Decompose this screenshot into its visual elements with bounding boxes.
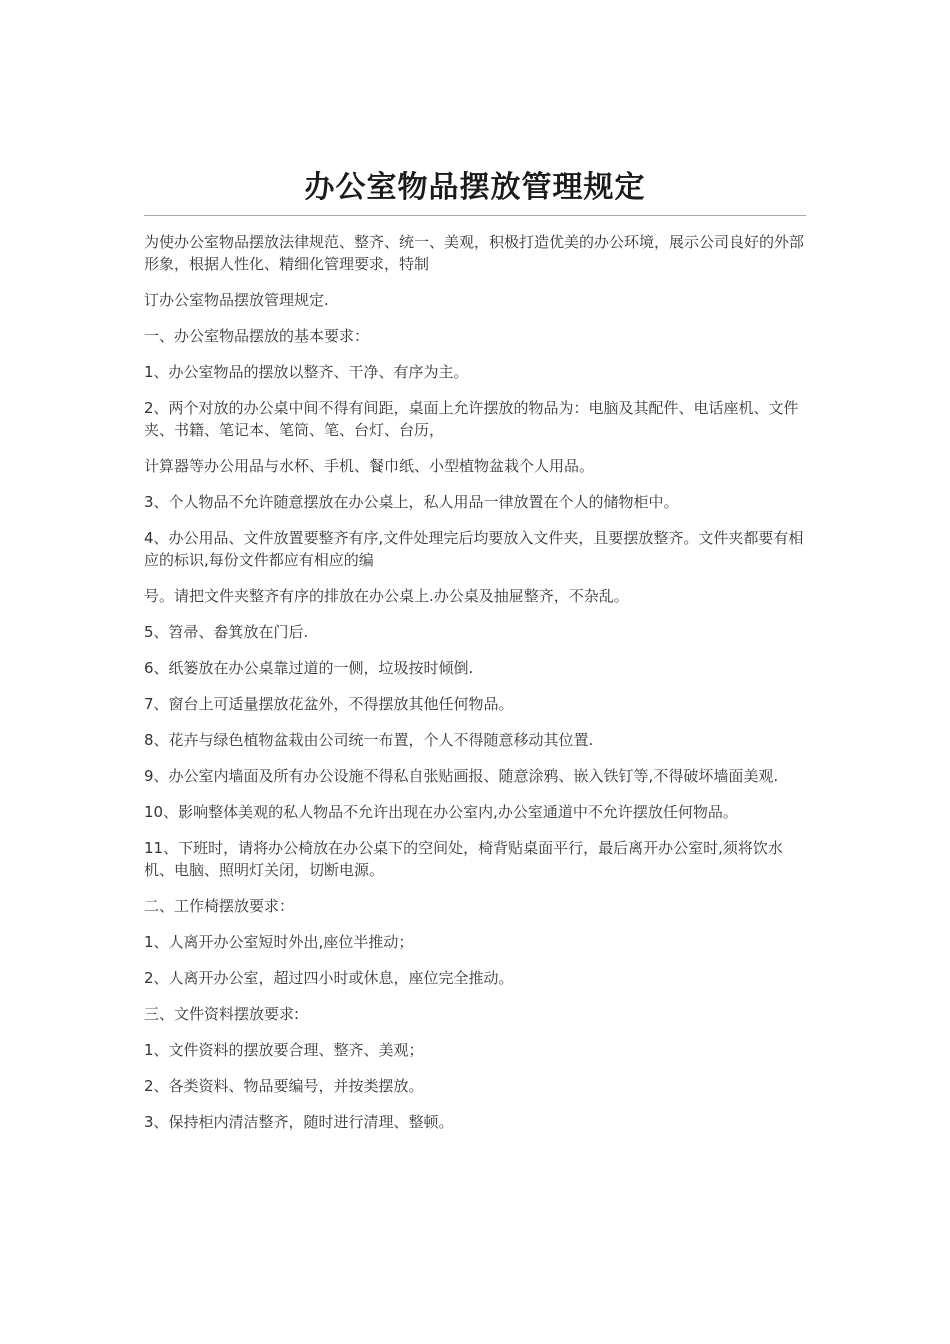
paragraph: 11、下班时，请将办公椅放在办公桌下的空间处，椅背贴桌面平行，最后离开办公室时,须将饮水机、电脑、照明灯关闭，切断电源。 [144,839,783,879]
paragraph: 3、个人物品不允许随意摆放在办公桌上，私人用品一律放置在个人的储物柜中。 [144,493,679,511]
paragraph: 计算器等办公用品与水杯、手机、餐巾纸、小型植物盆栽个人用品。 [144,457,595,475]
paragraph: 2、两个对放的办公桌中间不得有间距，桌面上允许摆放的物品为：电脑及其配件、电话座机、文件夹、书籍、笔记本、笔筒、笔、台灯、台历， [144,399,799,439]
paragraph: 8、花卉与绿色植物盆栽由公司统一布置，个人不得随意移动其位置. [144,731,594,749]
paragraph: 3、保持柜内清洁整齐，随时进行清理、整顿。 [144,1113,454,1131]
paragraph: 1、文件资料的摆放要合理、整齐、美观； [144,1041,424,1059]
paragraph: 9、办公室内墙面及所有办公设施不得私自张贴画报、随意涂鸦、嵌入铁钉等,不得破坏墙面美观. [144,767,779,785]
section-heading: 一、办公室物品摆放的基本要求： [144,327,370,345]
paragraph: 6、纸篓放在办公桌靠过道的一侧，垃圾按时倾倒. [144,659,474,677]
document-page [144,168,806,1147]
paragraph: 5、笤帚、畚箕放在门后. [144,623,309,641]
paragraph: 1、人离开办公室短时外出,座位半推动； [144,933,414,951]
section-heading: 三、文件资料摆放要求: [144,1005,300,1023]
paragraph: 7、窗台上可适量摆放花盆外，不得摆放其他任何物品。 [144,695,514,713]
paragraph: 10、影响整体美观的私人物品不允许出现在办公室内,办公室通道中不允许摆放任何物品。 [144,803,738,821]
title-divider [144,215,806,216]
paragraph: 1、办公室物品的摆放以整齐、干净、有序为主。 [144,363,469,381]
paragraph: 为使办公室物品摆放法律规范、整齐、统一、美观，积极打造优美的办公环境，展示公司良好的外部形象，根据人性化、精细化管理要求，特制 [144,233,805,273]
paragraph: 2、人离开办公室，超过四小时或休息，座位完全推动。 [144,969,514,987]
document-title: 办公室物品摆放管理规定 [304,170,646,205]
section-heading: 二、工作椅摆放要求： [144,897,295,915]
paragraph: 订办公室物品摆放管理规定. [144,291,329,309]
document-body [144,231,806,1133]
paragraph: 4、办公用品、文件放置要整齐有序,文件处理完后均要放入文件夹，且要摆放整齐。文件夹都要有相应的标识,每份文件都应有相应的编 [144,529,804,569]
paragraph: 号。请把文件夹整齐有序的排放在办公桌上.办公桌及抽屉整齐，不杂乱。 [144,587,629,605]
paragraph: 2、各类资料、物品要编号，并按类摆放。 [144,1077,424,1095]
